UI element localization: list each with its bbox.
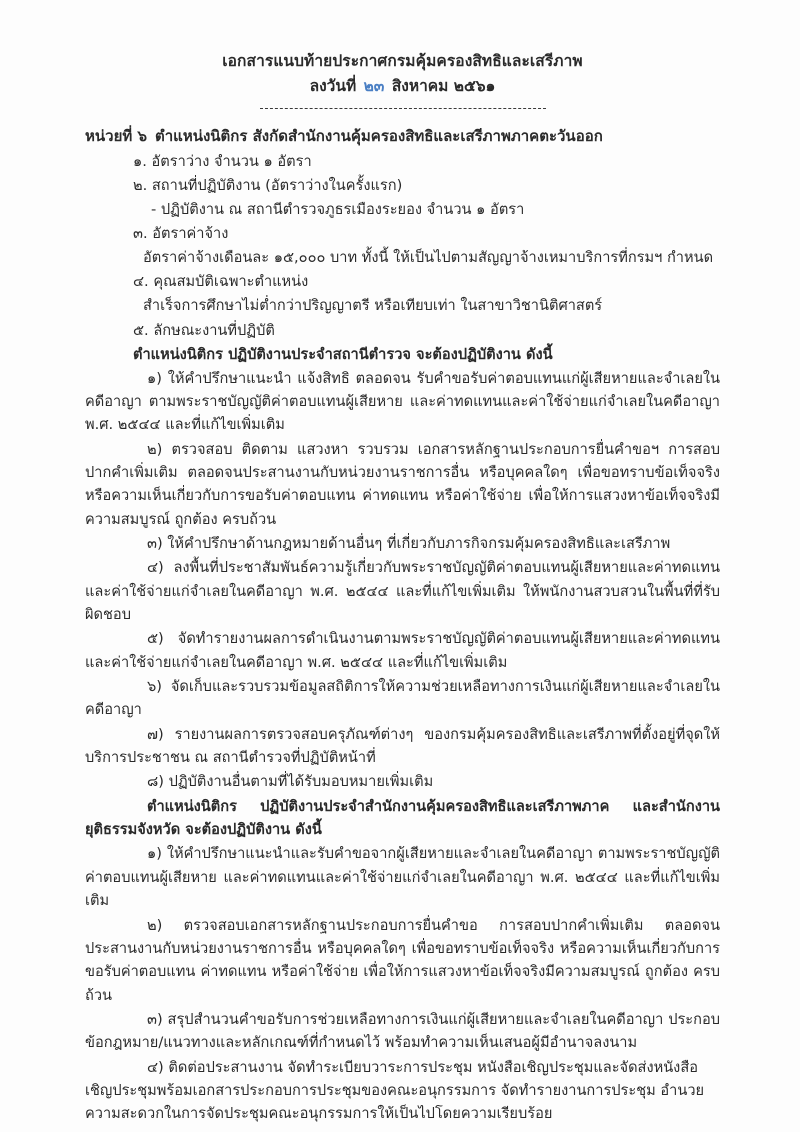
group-b-item-4: ๔) ติดต่อประสานงาน จัดทำระเบียบวาระการประชุม หนังสือเชิญประชุมและจัดส่งหนังสือเชิญประชุมพร้อมเอกสารประกอบการประชุมของคณะอนุกรรมการ จัดทำรายงานการประชุม อำนวยความสะดวกในการจัดประชุมคณะอนุกรรมการให้เป็นไปโดยความเรียบร้อย [85,1058,705,1123]
document-body [85,125,720,1126]
group-a-item-6: ๖) จัดเก็บและรวบรวมข้อมูลสถิติการให้ความช่วยเหลือทางการเงินแก่ผู้เสียหายและจำเลยในคดีอาญา [85,678,720,719]
date-month-year: สิงหาคม ๒๕๖๑ [391,77,496,96]
unit-number-label: หน่วยที่ ๖ [85,126,147,145]
group-a-item-3: ๓) ให้คำปรึกษาด้านกฎหมายด้านอื่นๆ ที่เกี่ยวกับภารกิจกรมคุ้มครองสิทธิและเสรีภาพ [147,535,671,553]
group-b-heading: ตำแหน่งนิติกร ปฏิบัติงานประจำสำนักงานคุ้มครองสิทธิและเสรีภาพภาค และสำนักงานยุติธรรมจังหวัด จะต้องปฏิบัติงาน ดังนี้ [85,797,720,839]
document-date-line [85,75,720,98]
group-a-heading: ตำแหน่งนิติกร ปฏิบัติงานประจำสถานีตำรวจ จะต้องปฏิบัติงาน ดังนี้ [133,345,553,363]
section-3-item: อัตราค่าจ้างเดือนละ ๑๕,๐๐๐ บาท ทั้งนี้ ให้เป็นไปตามสัญญาจ้างเหมาบริการที่กรมฯ กำหนด [143,249,714,267]
section-3-title: ๓. อัตราค่าจ้าง [133,225,229,243]
unit-heading [85,125,720,149]
group-a-item-8: ๘) ปฏิบัติงานอื่นตามที่ได้รับมอบหมายเพิ่มเติม [147,773,434,791]
dashed-separator-line [260,108,546,109]
section-1-title: ๑. อัตราว่าง จำนวน ๑ อัตรา [133,153,312,171]
document-content [85,50,720,1127]
group-b-item-2: ๒) ตรวจสอบเอกสารหลักฐานประกอบการยื่นคำขอ การสอบปากคำเพิ่มเติม ตลอดจนประสานงานกับหน่วยงานราชการอื่น หรือบุคคลใดๆ เพื่อขอทราบข้อเท็จจริง หรือความเห็นเกี่ยวกับการขอรับค่าตอบแทน ค่าทดแทน หรือค่าใช้จ่าย เพื่อให้การแสวงหาข้อเท็จจริงมีความสมบูรณ์ ถูกต้อง ครบถ้วน [85,916,720,1004]
date-prefix-label: ลงวันที่ [309,77,357,96]
group-b-item-3: ๓) สรุปสำนวนคำขอรับการช่วยเหลือทางการเงินแก่ผู้เสียหายและจำเลยในคดีอาญา ประกอบข้อกฎหมาย/แนวทางและหลักเกณฑ์ที่กำหนดไว้ พร้อมทำความเห็นเสนอผู้มีอำนาจลงนาม [85,1010,720,1052]
group-a-item-4: ๔) ลงพื้นที่ประชาสัมพันธ์ความรู้เกี่ยวกับพระราชบัญญัติค่าตอบแทนผู้เสียหายและค่าทดแทนและค่าใช้จ่ายแก่จำเลยในคดีอาญา พ.ศ. ๒๕๔๔ และที่แก้ไขเพิ่มเติม ให้พนักงานสวบสวนในพื้นที่ที่รับผิดชอบ [85,559,720,624]
group-b-item-1: ๑) ให้คำปรึกษาแนะนำและรับคำขอจากผู้เสียหายและจำเลยในคดีอาญา ตามพระราชบัญญัติค่าตอบแทนผู้เสียหาย และค่าทดแทนและค่าใช้จ่ายแก่จำเลยในคดีอาญา พ.ศ. ๒๕๔๔ และที่แก้ไขเพิ่มเติม [85,845,720,910]
document-title: เอกสารแนบท้ายประกาศกรมคุ้มครองสิทธิและเสรีภาพ [222,52,583,70]
unit-title-label: ตำแหน่งนิติกร สังกัดสำนักงานคุ้มครองสิทธิและเสรีภาพภาคตะวันออก [155,126,603,145]
group-a-item-1: ๑) ให้คำปรึกษาแนะนำ แจ้งสิทธิ ตลอดจน รับคำขอรับค่าตอบแทนแก่ผู้เสียหายและจำเลยในคดีอาญา ตามพระราชบัญญัติค่าตอบแทนผู้เสียหาย และค่าทดแทนและค่าใช้จ่ายแก่จำเลยในคดีอาญา พ.ศ. ๒๕๔๔ และที่แก้ไขเพิ่มเติม [85,369,720,434]
section-4-title: ๔. คุณสมบัติเฉพาะตำแหน่ง [133,273,309,291]
section-5-title: ๕. ลักษณะงานที่ปฏิบัติ [133,321,275,339]
group-a-item-5: ๕) จัดทำรายงานผลการดำเนินงานตามพระราชบัญญัติค่าตอบแทนผู้เสียหายและค่าทดแทนและค่าใช้จ่ายแก่จำเลยในคดีอาญา พ.ศ. ๒๕๔๔ และที่แก้ไขเพิ่มเติม [85,630,720,671]
section-2-item: - ปฏิบัติงาน ณ สถานีตำรวจภูธรเมืองระยอง จำนวน ๑ อัตรา [151,201,525,219]
section-2-title: ๒. สถานที่ปฏิบัติงาน (อัตราว่างในครั้งแรก) [133,177,403,195]
date-day-stamp: ๒๓ [363,77,385,96]
group-a-item-2: ๒) ตรวจสอบ ติดตาม แสวงหา รวบรวม เอกสารหลักฐานประกอบการยื่นคำขอฯ การสอบปากคำเพิ่มเติม ตลอดจนประสานงานกับหน่วยงานราชการอื่น หรือบุคคลใดๆ เพื่อขอทราบข้อเท็จจริง หรือความเห็นเกี่ยวกับการขอรับค่าตอบแทน ค่าทดแทน หรือค่าใช้จ่าย เพื่อให้การแสวงหาข้อเท็จจริงมีความสมบูรณ์ ถูกต้อง ครบถ้วน [85,440,720,528]
document-header [85,50,720,109]
header-separator-wrap [85,108,720,109]
section-4-item: สำเร็จการศึกษาไม่ต่ำกว่าปริญญาตรี หรือเทียบเท่า ในสาขาวิชานิติศาสตร์ [143,297,603,315]
group-a-item-7: ๗) รายงานผลการตรวจสอบครุภัณฑ์ต่างๆ ของกรมคุ้มครองสิทธิและเสรีภาพที่ตั้งอยู่ที่จุดให้บริการประชาชน ณ สถานีตำรวจที่ปฏิบัติหน้าที่ [85,725,720,767]
